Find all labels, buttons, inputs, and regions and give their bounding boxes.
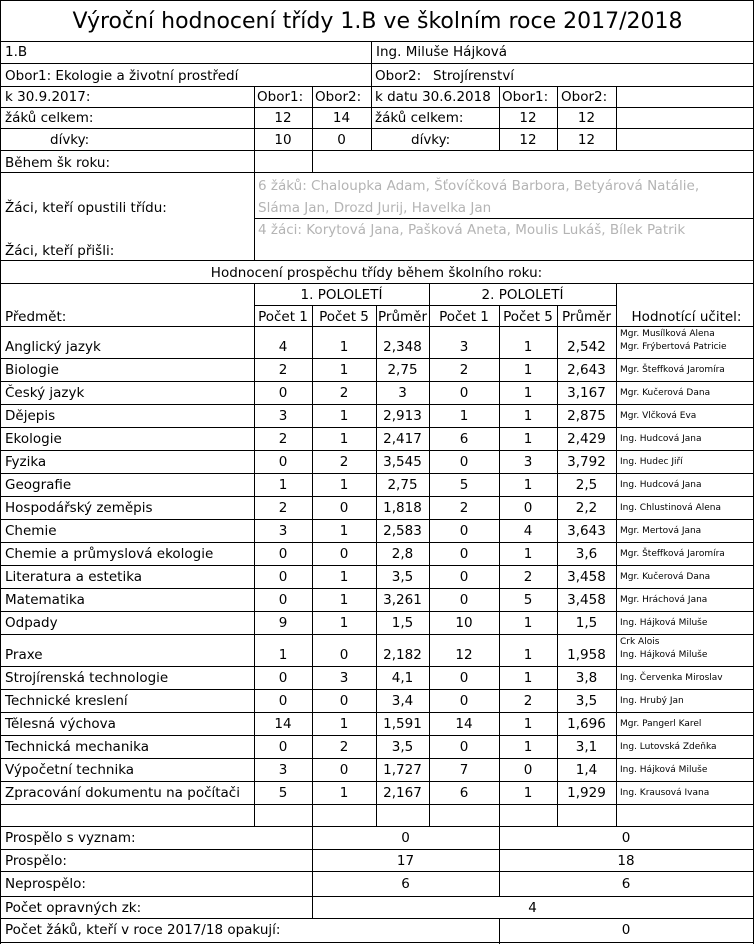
s1-count1: 0 bbox=[278, 739, 288, 755]
s1-count1: 0 bbox=[278, 385, 288, 401]
s1-count1: 0 bbox=[278, 546, 288, 562]
s2-average: 2,2 bbox=[575, 500, 598, 516]
s2-count1: 12 bbox=[455, 647, 473, 663]
obor2-hdr-right: Obor2: bbox=[561, 89, 608, 105]
s2-average: 2,542 bbox=[567, 339, 606, 355]
grid-line bbox=[254, 86, 255, 173]
left-pupils-line1: 6 žáků: Chaloupka Adam, Šťovíčková Barbora, Betyárová Natálie, bbox=[258, 178, 700, 194]
s2-count1: 14 bbox=[455, 716, 473, 732]
page-title: Výroční hodnocení třídy 1.B ve školním roce 2017/2018 bbox=[72, 9, 683, 34]
s2-average: 2,643 bbox=[567, 362, 606, 378]
s2-average: 1,4 bbox=[575, 762, 598, 778]
s1-count5: 0 bbox=[339, 546, 349, 562]
s2-average: 3,6 bbox=[575, 546, 598, 562]
honors-label: Prospělo s vyznam: bbox=[5, 830, 136, 846]
grid-line bbox=[0, 542, 754, 543]
teacher-name: Mgr. Mertová Jana bbox=[620, 526, 702, 536]
s1-average: 3,261 bbox=[383, 592, 422, 608]
s2-count1: 2 bbox=[459, 362, 469, 378]
s2-count1-header: Počet 1 bbox=[439, 309, 489, 325]
s1-count1: 0 bbox=[278, 454, 288, 470]
s1-count1: 0 bbox=[278, 592, 288, 608]
s1-count5: 0 bbox=[339, 500, 349, 516]
s1-count1: 3 bbox=[278, 762, 288, 778]
s2-count5: 1 bbox=[523, 431, 533, 447]
subject-name: Hospodářský zeměpis bbox=[5, 500, 153, 516]
grid-line bbox=[0, 128, 754, 129]
repeat-label: Počet žáků, kteří v roce 2017/18 opakují: bbox=[5, 922, 281, 938]
left-pupils-label: Žáci, kteří opustili třídu: bbox=[5, 200, 167, 216]
subject-name: Chemie bbox=[5, 523, 57, 539]
s1-average: 3,5 bbox=[391, 569, 414, 585]
girls-label-left: dívky: bbox=[50, 132, 90, 148]
s1-count5: 2 bbox=[339, 454, 349, 470]
s2-count5: 1 bbox=[523, 615, 533, 631]
s1-count1: 2 bbox=[278, 500, 288, 516]
s2-count1: 0 bbox=[459, 385, 469, 401]
s2-count5: 2 bbox=[523, 569, 533, 585]
s2-average: 3,167 bbox=[567, 385, 606, 401]
passed-s1: 17 bbox=[396, 853, 415, 869]
s2-count1: 6 bbox=[459, 431, 469, 447]
teacher-name-2: Ing. Hájková Miluše bbox=[620, 650, 708, 660]
failed-s2: 6 bbox=[621, 876, 631, 892]
grid-line bbox=[0, 86, 754, 87]
s1-average: 2,75 bbox=[387, 477, 418, 493]
s2-count5: 1 bbox=[523, 546, 533, 562]
teacher-name: Ing. Lutovská Zdeňka bbox=[620, 742, 717, 752]
s2-count5: 1 bbox=[523, 647, 533, 663]
grid-line bbox=[254, 305, 617, 306]
obor2-value: Strojírenství bbox=[433, 68, 515, 84]
teacher-name: Ing. Hudcová Jana bbox=[620, 434, 702, 444]
s1-average: 2,8 bbox=[391, 546, 414, 562]
repeat-value: 0 bbox=[621, 922, 631, 938]
s1-average: 3,4 bbox=[391, 693, 414, 709]
teacher-name: Mgr. Kučerová Dana bbox=[620, 388, 711, 398]
s1-count5: 1 bbox=[339, 523, 349, 539]
subject-name: Strojírenská technologie bbox=[5, 670, 169, 686]
teacher-name: Mgr. Vlčková Eva bbox=[620, 411, 697, 421]
came-pupils-label: Žáci, kteří přišli: bbox=[5, 243, 115, 259]
s2-count1: 0 bbox=[459, 693, 469, 709]
pupils-label-left: žáků celkem: bbox=[5, 110, 94, 126]
grid-line bbox=[0, 871, 754, 872]
subject-name: Chemie a průmyslová ekologie bbox=[5, 546, 214, 562]
teacher-name: Mgr. Kučerová Dana bbox=[620, 572, 711, 582]
s2-count5: 0 bbox=[523, 762, 533, 778]
s2-average: 3,458 bbox=[567, 592, 606, 608]
subject-name: Zpracování dokumentu na počítači bbox=[5, 785, 240, 801]
obor1-label: Obor1: Ekologie a životní prostředí bbox=[5, 68, 239, 84]
teacher-name: Ing. Hrubý Jan bbox=[620, 696, 684, 706]
subject-name: Biologie bbox=[5, 362, 59, 378]
s2-average: 3,792 bbox=[567, 454, 606, 470]
honors-s1: 0 bbox=[401, 830, 410, 846]
s2-count5: 1 bbox=[523, 785, 533, 801]
teacher-header: Hodnotící učitel: bbox=[631, 309, 742, 325]
s1-count1: 3 bbox=[278, 523, 288, 539]
s2-count5: 1 bbox=[523, 408, 533, 424]
grid-line bbox=[0, 896, 754, 897]
subject-name: Technické kreslení bbox=[5, 693, 128, 709]
teacher-name: Ing. Hájková Miluše bbox=[620, 618, 708, 628]
subject-name: Ekologie bbox=[5, 431, 62, 447]
s1-count5: 1 bbox=[339, 431, 349, 447]
s2-avg-header: Průměr bbox=[561, 309, 612, 325]
s1-count5: 1 bbox=[339, 339, 349, 355]
teacher-name: Mgr. Musílková Alena bbox=[620, 329, 715, 339]
class-teacher: Ing. Miluše Hájková bbox=[376, 44, 508, 60]
date-left: k 30.9.2017: bbox=[5, 89, 91, 105]
teacher-name: Mgr. Hráchová Jana bbox=[620, 595, 708, 605]
s1-count1: 0 bbox=[278, 670, 288, 686]
s1-average: 2,348 bbox=[383, 339, 422, 355]
s1-average: 2,182 bbox=[383, 647, 422, 663]
grid-line bbox=[0, 283, 754, 284]
subject-name: Fyzika bbox=[5, 454, 47, 470]
pupils-obor2-right: 12 bbox=[577, 110, 596, 126]
s2-count5: 4 bbox=[523, 523, 533, 539]
s1-count1: 0 bbox=[278, 693, 288, 709]
s1-count5: 2 bbox=[339, 739, 349, 755]
honors-s2: 0 bbox=[621, 830, 631, 846]
pupils-obor1-right: 12 bbox=[519, 110, 537, 126]
class-name: 1.B bbox=[5, 44, 28, 60]
s2-count5-header: Počet 5 bbox=[503, 309, 553, 325]
s2-count5: 5 bbox=[523, 592, 533, 608]
girls-obor2-left: 0 bbox=[337, 132, 346, 148]
s1-count1: 3 bbox=[278, 408, 288, 424]
teacher-name: Ing. Červenka Miroslav bbox=[620, 673, 723, 683]
s2-count1: 0 bbox=[459, 670, 469, 686]
grid-line bbox=[0, 666, 754, 667]
grid-line bbox=[0, 473, 754, 474]
grid-line bbox=[0, 326, 754, 327]
obor2-hdr-left: Obor2: bbox=[315, 89, 362, 105]
grid-line bbox=[254, 218, 754, 219]
s2-count5: 1 bbox=[523, 362, 533, 378]
left-pupils-line2: Sláma Jan, Drozd Jurij, Havelka Jan bbox=[258, 200, 492, 216]
s1-average: 2,913 bbox=[383, 408, 422, 424]
s1-count1: 1 bbox=[278, 477, 288, 493]
grid-line bbox=[0, 358, 754, 359]
s1-average: 2,75 bbox=[387, 362, 418, 378]
grid-line bbox=[0, 107, 754, 108]
s1-avg-header: Průměr bbox=[377, 309, 428, 325]
obor1-hdr-left: Obor1: bbox=[257, 89, 304, 105]
retakes-label: Počet opravných zk: bbox=[5, 900, 142, 916]
grid-line bbox=[0, 150, 754, 151]
s2-average: 3,1 bbox=[575, 739, 598, 755]
grid-line bbox=[0, 172, 754, 173]
s1-count5-header: Počet 5 bbox=[319, 309, 369, 325]
s1-count1: 4 bbox=[278, 339, 288, 355]
teacher-name: Ing. Hudcová Jana bbox=[620, 480, 702, 490]
s1-average: 3 bbox=[398, 385, 407, 401]
obor1-hdr-right: Obor1: bbox=[502, 89, 549, 105]
grid-line bbox=[0, 588, 754, 589]
s2-average: 1,958 bbox=[567, 647, 606, 663]
s2-count5: 2 bbox=[523, 693, 533, 709]
subject-header: Předmět: bbox=[5, 309, 67, 325]
passed-label: Prospělo: bbox=[5, 853, 67, 869]
s1-count5: 1 bbox=[339, 362, 349, 378]
subject-name: Odpady bbox=[5, 615, 58, 631]
came-pupils-text: 4 žáci: Korytová Jana, Pašková Aneta, Moulis Lukáš, Bílek Patrik bbox=[258, 222, 686, 238]
during-year-label: Během šk roku: bbox=[5, 155, 111, 171]
grid-line bbox=[0, 689, 754, 690]
s1-count1-header: Počet 1 bbox=[258, 309, 308, 325]
s1-count1: 9 bbox=[278, 615, 288, 631]
subject-name: Anglický jazyk bbox=[5, 339, 101, 355]
s2-average: 2,429 bbox=[567, 431, 606, 447]
grid-line bbox=[0, 634, 754, 635]
retakes-value: 4 bbox=[528, 900, 537, 916]
grid-line bbox=[254, 172, 255, 261]
grid-line bbox=[0, 918, 754, 919]
teacher-name: Ing. Chlustinová Alena bbox=[620, 503, 722, 513]
s2-count1: 0 bbox=[459, 739, 469, 755]
girls-obor1-right: 12 bbox=[519, 132, 537, 148]
s1-count5: 1 bbox=[339, 592, 349, 608]
s1-count5: 2 bbox=[339, 385, 349, 401]
s1-count1: 2 bbox=[278, 362, 288, 378]
s2-count5: 3 bbox=[523, 454, 533, 470]
s2-average: 2,875 bbox=[567, 408, 606, 424]
s1-count5: 1 bbox=[339, 716, 349, 732]
s2-count1: 0 bbox=[459, 546, 469, 562]
grid-line bbox=[0, 942, 754, 943]
s2-count1: 2 bbox=[459, 500, 469, 516]
s2-count5: 1 bbox=[523, 739, 533, 755]
s1-count5: 0 bbox=[339, 693, 349, 709]
grid-line bbox=[0, 735, 754, 736]
s2-average: 3,643 bbox=[567, 523, 606, 539]
s2-count5: 1 bbox=[523, 339, 533, 355]
s1-count5: 0 bbox=[339, 762, 349, 778]
grid-line bbox=[0, 849, 754, 850]
teacher-name: Ing. Hájková Miluše bbox=[620, 765, 708, 775]
teacher-name: Ing. Krausová Ivana bbox=[620, 788, 710, 798]
s1-count5: 1 bbox=[339, 477, 349, 493]
subject-name: Literatura a estetika bbox=[5, 569, 143, 585]
grid-line bbox=[0, 826, 754, 827]
date-right: k datu 30.6.2018 bbox=[375, 89, 491, 105]
subject-name: Dějepis bbox=[5, 408, 56, 424]
s1-count5: 1 bbox=[339, 615, 349, 631]
subject-name: Český jazyk bbox=[5, 385, 85, 401]
teacher-name: Crk Alois bbox=[620, 637, 660, 647]
s1-average: 1,727 bbox=[383, 762, 422, 778]
pupils-label-right: žáků celkem: bbox=[375, 110, 464, 126]
subject-name: Praxe bbox=[5, 647, 43, 663]
grid-line bbox=[0, 565, 754, 566]
s2-average: 3,5 bbox=[575, 693, 598, 709]
s2-count1: 0 bbox=[459, 523, 469, 539]
grid-line bbox=[0, 804, 754, 805]
s2-average: 3,8 bbox=[575, 670, 598, 686]
subject-name: Matematika bbox=[5, 592, 85, 608]
s1-average: 1,818 bbox=[383, 500, 422, 516]
grid-line bbox=[0, 381, 754, 382]
teacher-name-2: Mgr. Frýbertová Patricie bbox=[620, 342, 727, 352]
s1-count5: 1 bbox=[339, 785, 349, 801]
s2-count5: 1 bbox=[523, 716, 533, 732]
s2-count1: 10 bbox=[455, 615, 473, 631]
s2-count1: 1 bbox=[459, 408, 469, 424]
s1-count1: 0 bbox=[278, 569, 288, 585]
s2-count1: 0 bbox=[459, 592, 469, 608]
subject-name: Výpočetní technika bbox=[5, 762, 135, 778]
s2-average: 1,5 bbox=[575, 615, 598, 631]
grid-line bbox=[499, 871, 500, 897]
obor2-label: Obor2: bbox=[375, 68, 422, 84]
s1-average: 2,167 bbox=[383, 785, 422, 801]
grid-line bbox=[0, 260, 754, 261]
grid-line bbox=[0, 712, 754, 713]
s1-count1: 2 bbox=[278, 431, 288, 447]
grid-line bbox=[0, 781, 754, 782]
s1-average: 3,545 bbox=[383, 454, 422, 470]
sem1-header: 1. POLOLETÍ bbox=[300, 287, 383, 303]
sem2-header: 2. POLOLETÍ bbox=[481, 287, 564, 303]
grid-line bbox=[0, 450, 754, 451]
s2-average: 1,696 bbox=[567, 716, 606, 732]
grid-line bbox=[0, 611, 754, 612]
grid-line bbox=[0, 427, 754, 428]
grid-line bbox=[0, 41, 754, 42]
s1-count1: 1 bbox=[278, 647, 288, 663]
passed-s2: 18 bbox=[617, 853, 635, 869]
s2-count1: 3 bbox=[459, 339, 469, 355]
s2-count1: 7 bbox=[459, 762, 469, 778]
s2-average: 1,929 bbox=[567, 785, 606, 801]
grid-line bbox=[616, 283, 617, 827]
s2-average: 2,5 bbox=[575, 477, 598, 493]
s2-count1: 0 bbox=[459, 569, 469, 585]
grid-line bbox=[0, 404, 754, 405]
s1-average: 2,583 bbox=[383, 523, 422, 539]
teacher-name: Mgr. Šteffková Jaromíra bbox=[620, 549, 725, 559]
s1-average: 4,1 bbox=[391, 670, 414, 686]
s1-average: 2,417 bbox=[383, 431, 422, 447]
girls-label-right: dívky: bbox=[411, 132, 451, 148]
failed-s1: 6 bbox=[401, 876, 410, 892]
grid-line bbox=[0, 519, 754, 520]
s1-count1: 14 bbox=[274, 716, 292, 732]
girls-obor1-left: 10 bbox=[274, 132, 292, 148]
s2-count5: 1 bbox=[523, 670, 533, 686]
grades-section-title: Hodnocení prospěchu třídy během školního roku: bbox=[210, 265, 543, 281]
subject-name: Geografie bbox=[5, 477, 72, 493]
grid-line bbox=[0, 0, 754, 1]
s1-count5: 1 bbox=[339, 569, 349, 585]
s1-count1: 5 bbox=[278, 785, 288, 801]
s1-average: 3,5 bbox=[391, 739, 414, 755]
s1-average: 1,5 bbox=[391, 615, 414, 631]
grid-line bbox=[0, 496, 754, 497]
s1-average: 1,591 bbox=[383, 716, 422, 732]
failed-label: Neprospělo: bbox=[5, 876, 86, 892]
grid-line bbox=[0, 758, 754, 759]
s2-average: 3,458 bbox=[567, 569, 606, 585]
subject-name: Tělesná výchova bbox=[5, 716, 116, 732]
s1-count5: 1 bbox=[339, 408, 349, 424]
s2-count5: 0 bbox=[523, 500, 533, 516]
subject-name: Technická mechanika bbox=[5, 739, 149, 755]
pupils-obor2-left: 14 bbox=[332, 110, 351, 126]
s1-count5: 0 bbox=[339, 647, 349, 663]
teacher-name: Ing. Hudec Jiří bbox=[620, 457, 683, 467]
s2-count1: 5 bbox=[459, 477, 469, 493]
grid-line bbox=[0, 63, 754, 64]
teacher-name: Mgr. Pangerl Karel bbox=[620, 719, 702, 729]
s2-count5: 1 bbox=[523, 477, 533, 493]
s1-count5: 3 bbox=[339, 670, 349, 686]
s2-count5: 1 bbox=[523, 385, 533, 401]
grid-line bbox=[0, 0, 1, 944]
teacher-name: Mgr. Šteffková Jaromíra bbox=[620, 365, 725, 375]
s2-count1: 0 bbox=[459, 454, 469, 470]
grid-line bbox=[753, 0, 754, 944]
grid-line bbox=[371, 41, 372, 151]
pupils-obor1-left: 12 bbox=[274, 110, 292, 126]
girls-obor2-right: 12 bbox=[577, 132, 596, 148]
s2-count1: 6 bbox=[459, 785, 469, 801]
